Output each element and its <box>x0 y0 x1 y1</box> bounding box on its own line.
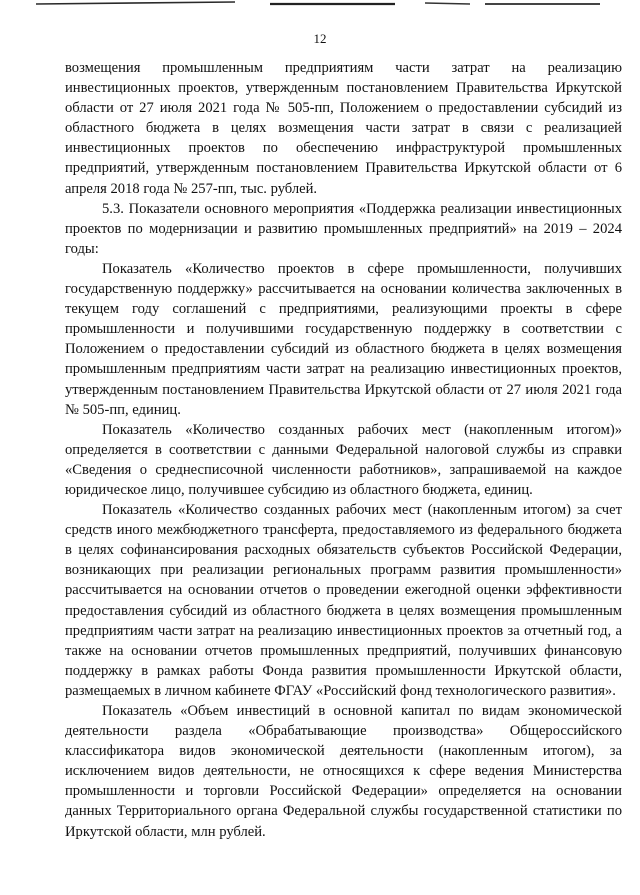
paragraph-continuation: возмещения промышленным предприятиям части затрат на реализацию инвестиционных проектов, утвержденным постановлением Правительства Иркутской области от 27 июля 2021 года № 505-пп, Положением о предоставлении субсидий из областного бюджета в целях возмещения части затрат в связи с реализацией инвестиционных проектов по обеспечению инфраструктурой промышленных предприятий, утвержденным постановлением Правительства Иркутской области от 6 апреля 2018 года № 257-пп, тыс. рублей. <box>65 60 622 197</box>
page-number: 12 <box>313 31 327 46</box>
paragraph-indicator-jobs: Показатель «Количество созданных рабочих мест (накопленным итогом)» определяется в соответствии с данными Федеральной налоговой службы из справки «Сведения о среднесписочной численности работников», запрашиваемой на каждое юридическое лицо, получившее субсидию из областного бюджета, единиц. <box>65 421 622 498</box>
paragraph-indicator-projects: Показатель «Количество проектов в сфере промышленности, получивших государственную поддержку» рассчитывается на основании количества заключенных в текущем году соглашений с предприятиями, реализующими проекты в сфере промышленности и получившими государственную поддержку в соответствии с Положением о предоставлении субсидий из областного бюджета в целях возмещения промышленным предприятиям части затрат на реализацию инвестиционных проектов, утвержденным постановлением Правительства Иркутской области от 27 июля 2021 года № 505-пп, единиц. <box>65 260 622 418</box>
scan-edge-marks <box>0 0 640 12</box>
paragraph-section-5-3: 5.3. Показатели основного мероприятия «Поддержка реализации инвестиционных проектов по модернизации и развитию промышленных предприятий» на 2019 – 2024 годы: <box>65 200 622 257</box>
paragraph-indicator-jobs-federal: Показатель «Количество созданных рабочих мест (накопленным итогом) за счет средств иного межбюджетного трансферта, предоставляемого из федерального бюджета в целях софинансирования расходных обязательств субъектов Российской Федерации, возникающих при реализации региональных программ развития промышленности» рассчитывается на основании отчетов о проведении ежегодной оценки эффективности предоставления субсидий из областного бюджета в целях возмещения промышленным предприятиям части затрат на реализацию инвестиционных проектов за отчетный год, а также на основании отчетов промышленных предприятий, получивших финансовую поддержку в рамках работы Фонда развития промышленности Иркутской области, размещаемых в личном кабинете ФГАУ «Российский фонд технологического развития». <box>65 502 622 699</box>
paragraph-indicator-investments: Показатель «Объем инвестиций в основной капитал по видам экономической деятельности раздела «Обрабатывающие производства» Общероссийского классификатора видов экономической деятельности (накопленным итогом), за исключением видов деятельности, не относящихся к сфере ведения Министерства промышленности и торговли Российской Федерации» определяется на основании данных Территориального органа Федеральной службы государственной статистики по Иркутской области, млн рублей. <box>65 703 622 840</box>
document-body <box>65 58 622 842</box>
